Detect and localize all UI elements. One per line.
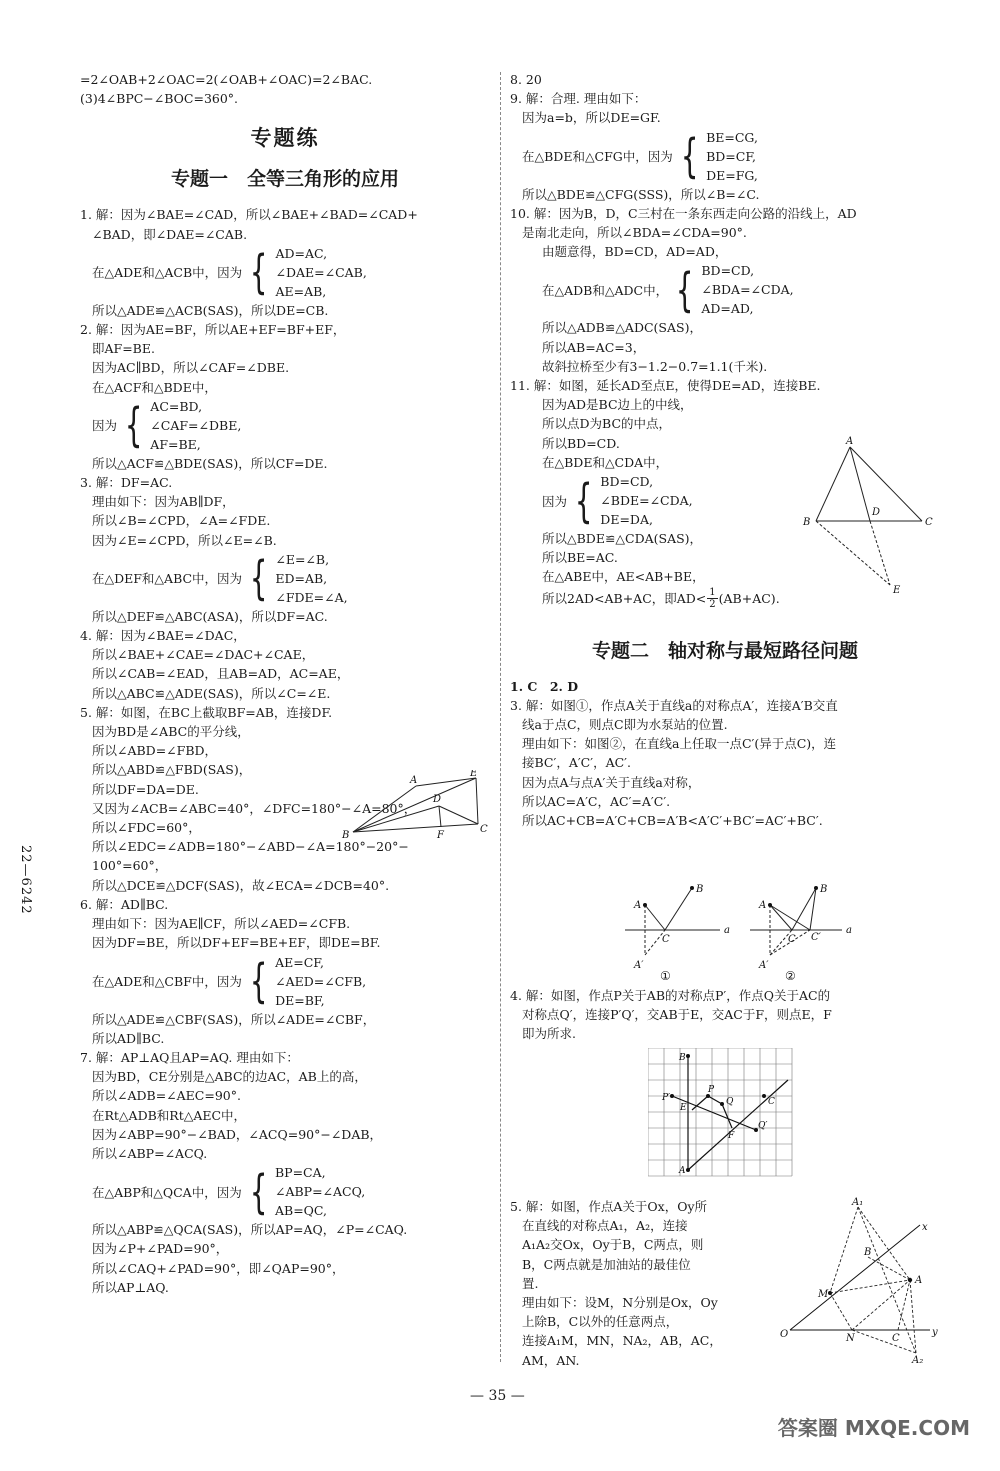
- label-A1: A₁: [852, 1197, 864, 1208]
- label-Q-prime: Q′: [758, 1121, 768, 1131]
- text-line: 所以△ADE≌△CBF(SAS)，所以∠ADE=∠CBF，: [92, 1011, 376, 1027]
- triangle-figure-p5: [338, 770, 488, 840]
- label-M: M: [818, 1289, 829, 1300]
- label-E: E: [680, 1103, 687, 1113]
- text-line: 在△ABP和△QCA中，因为: [92, 1184, 242, 1200]
- text-line: 所以点D为BC的中点，: [542, 416, 672, 432]
- condition: AE=AB,: [275, 283, 327, 299]
- text-line: 线a于点C，则点C即为水泵站的位置.: [522, 717, 728, 733]
- text-line: 在△ADB和△ADC中，: [542, 282, 669, 298]
- text-line: 所以AB=AC=3，: [542, 339, 646, 355]
- brace-system: [80, 550, 490, 607]
- text-line: 因为: [92, 418, 118, 434]
- text-line: AM，AN.: [522, 1352, 580, 1368]
- label-B: B: [864, 1247, 872, 1258]
- text-line: 10. 解：因为B，D，C三村在一条东西走向公路的沿线上，AD: [510, 205, 857, 221]
- condition: BD=CD,: [701, 263, 755, 279]
- problem-7: [80, 1048, 490, 1297]
- label-Q: Q: [726, 1097, 734, 1107]
- text-line: 3. 解：如图①，作点A关于直线a的对称点A′，连接A′B交直: [510, 697, 838, 713]
- label-F: F: [728, 1131, 735, 1141]
- left-column: [80, 70, 490, 1297]
- text-line: 所以△DEF≌△ABC(ASA)，所以DF=AC.: [92, 608, 328, 624]
- text-line: 1. 解：因为∠BAE=∠CAD，所以∠BAE+∠BAD=∠CAD+: [80, 207, 418, 223]
- label-a: a: [846, 925, 852, 936]
- label-F: F: [437, 830, 444, 840]
- text-line: 因为BD，CE分别是△ABC的边AC，AB上的高，: [92, 1069, 367, 1085]
- text-line: 所以△ABD≌△FBD(SAS)，: [92, 762, 252, 778]
- condition: ∠E=∠B,: [275, 551, 330, 567]
- brace-system: [510, 261, 940, 318]
- brace-system: [80, 397, 490, 454]
- label-P-prime: P′: [662, 1093, 671, 1103]
- label-C: C: [925, 517, 933, 528]
- figure-number-1: ①: [660, 969, 671, 980]
- problem-4: [80, 626, 490, 703]
- text-line: 理由如下：因为AB∥DF，: [92, 494, 235, 510]
- label-C: C: [480, 824, 488, 835]
- text-line: 3. 解：DF=AC.: [80, 475, 173, 491]
- text-line: 在△BDE和△CDA中，: [542, 454, 669, 470]
- text-line: 又因为∠ACB=∠ABC=40°，∠DFC=180°−∠A=80°，: [92, 800, 417, 816]
- problem-s2-5: [510, 1197, 780, 1370]
- condition: ∠FDE=∠A,: [275, 589, 348, 605]
- text-line: 对称点Q′，连接P′Q′，交AB于E，交AC于F，则点E，F: [522, 1007, 832, 1023]
- problem-3: [80, 473, 490, 626]
- text-line: 在△ABE中，AE<AB+BE，: [542, 569, 705, 585]
- label-a: a: [724, 925, 730, 936]
- grid-figure: [648, 1048, 798, 1178]
- section-heading-main: 专题练: [250, 126, 320, 151]
- text-line: 所以AC=A′C，AC′=A′C′.: [522, 793, 671, 809]
- section-heading-2: 专题二 轴对称与最短路径问题: [591, 639, 858, 662]
- problem-10: [510, 204, 940, 376]
- text-line: 9. 解：合理. 理由如下：: [510, 91, 647, 107]
- label-A: A: [410, 775, 418, 786]
- condition: ∠DAE=∠CAB,: [275, 264, 367, 280]
- condition: ∠BDE=∠CDA,: [600, 493, 693, 509]
- figure-number-2: ②: [785, 969, 796, 980]
- section-heading-1: 专题一 全等三角形的应用: [170, 168, 399, 191]
- brace-system: [80, 1163, 490, 1220]
- text-line: 在△DEF和△ABC中，因为: [92, 571, 243, 587]
- text-line: 即为所求.: [522, 1026, 576, 1042]
- text-line: 在Rt△ADB和Rt△AEC中，: [92, 1107, 247, 1123]
- text-line: 所以△BDE≌△CDA(SAS)，: [542, 531, 703, 547]
- text-line: 所以∠CAB=∠EAD，且AB=AD，AC=AE，: [92, 666, 350, 682]
- text-line: 在△ACF和△BDE中，: [92, 379, 217, 395]
- text-line: 因为: [542, 493, 568, 509]
- condition: BE=CG,: [706, 129, 758, 145]
- text-line: 因为∠ABP=90°−∠BAD，∠ACQ=90°−∠DAB，: [92, 1126, 383, 1142]
- text-line: 所以△BDE≌△CFG(SSS)，所以∠B=∠C.: [522, 186, 760, 202]
- text-line: 理由如下：如图②，在直线a上任取一点C′(异于点C)，连: [522, 736, 837, 752]
- condition: AF=BE,: [150, 436, 201, 452]
- text-line: 在△BDE和△CFG中，因为: [522, 149, 673, 165]
- brace-icon: {: [680, 129, 699, 184]
- text-line: 即AF=BE.: [92, 341, 155, 357]
- condition: AD=AD,: [701, 301, 754, 317]
- label-A: A: [679, 1166, 686, 1176]
- problem-s2-4: [510, 986, 940, 1044]
- problem-2: [80, 320, 490, 473]
- text-line: 6. 解：AD∥BC.: [80, 896, 169, 912]
- fraction-numerator: 1: [709, 586, 716, 598]
- text-line: 因为AD是BC边上的中线，: [542, 397, 693, 413]
- label-A: A: [915, 1275, 923, 1286]
- text-line: 所以∠FDC=60°，: [92, 820, 201, 836]
- text-line: 接BC′，A′C′，AC′.: [522, 755, 631, 771]
- label-C: C: [662, 934, 670, 945]
- label-D: D: [433, 794, 442, 805]
- label-B: B: [342, 830, 350, 840]
- brace-system: [510, 128, 940, 185]
- brace-icon: {: [249, 954, 268, 1008]
- text-line: 4. 解：因为∠BAE=∠DAC，: [80, 628, 246, 644]
- label-E: E: [470, 770, 478, 779]
- text-line: 所以∠ABP=∠ACQ.: [92, 1145, 208, 1161]
- condition: BD=CD,: [600, 474, 654, 490]
- text-line: 所以2AD<AB+AC，即AD<: [542, 590, 707, 606]
- column-divider: [500, 72, 501, 1362]
- text-line: 所以DF=DA=DE.: [92, 781, 199, 797]
- label-B: B: [820, 884, 828, 895]
- brace-icon: {: [124, 398, 143, 453]
- text-line: 7. 解：AP⊥AQ且AP=AQ. 理由如下：: [80, 1049, 299, 1065]
- text-line: 理由如下：因为AE∥CF，所以∠AED=∠CFB.: [92, 916, 351, 932]
- side-code: 22—6242: [18, 845, 33, 915]
- label-N: N: [846, 1333, 855, 1344]
- condition: AB=QC,: [274, 1203, 328, 1219]
- condition: DE=BF,: [275, 992, 325, 1008]
- label-C-prime: C′: [811, 932, 821, 943]
- text-line: 故斜拉桥至少有3−1.2−0.7=1.1(千米).: [542, 358, 768, 374]
- condition: ∠AED=∠CFB,: [275, 973, 367, 989]
- text-line: 置.: [522, 1275, 539, 1291]
- label-A2: A₂: [912, 1355, 924, 1365]
- text-line: (AB+AC).: [718, 590, 780, 606]
- label-P: P: [708, 1085, 715, 1095]
- brace-icon: {: [249, 551, 268, 606]
- condition: AE=CF,: [275, 954, 324, 970]
- label-y: y: [932, 1327, 938, 1338]
- text-line: 所以△ABC≌△ADE(SAS)，所以∠C=∠E.: [92, 685, 331, 701]
- label-A: A: [846, 436, 854, 447]
- text-line: 因为a=b，所以DE=GF.: [522, 110, 661, 126]
- watermark-logo: 答案圈 MXQE.COM: [777, 1416, 970, 1440]
- text-line: A₁A₂交Ox，Oy于B，C两点，则: [522, 1237, 704, 1253]
- text-line: 连接A₁M，MN，NA₂，AB，AC，: [522, 1333, 722, 1349]
- text-line: 2. 解：因为AE=BF，所以AE+EF=BF+EF，: [80, 322, 346, 338]
- fraction: [707, 587, 717, 610]
- text-line: 因为点A与点A′关于直线a对称，: [522, 774, 701, 790]
- problem-1: [80, 205, 490, 320]
- text-line: 8. 20: [510, 72, 542, 87]
- brace-system: [80, 244, 490, 301]
- condition: AD=AC,: [275, 245, 328, 261]
- condition: DE=FG,: [706, 167, 758, 183]
- label-A: A: [634, 900, 642, 911]
- label-C: C: [768, 1097, 775, 1107]
- problem-s2-3: [510, 696, 940, 830]
- text-line: 因为DF=BE，所以DF+EF=BE+EF，即DE=BF.: [92, 935, 381, 951]
- condition: ED=AB,: [275, 570, 328, 586]
- text-line: 所以BE=AC.: [542, 550, 618, 566]
- label-B: B: [696, 884, 704, 895]
- condition: ∠BDA=∠CDA,: [701, 282, 794, 298]
- label-x: x: [922, 1222, 928, 1233]
- problem-6: [80, 895, 490, 1048]
- label-B: B: [803, 517, 811, 528]
- text-line: 11. 解：如图，延长AD至点E，使得DE=AD，连接BE.: [510, 378, 821, 394]
- text-line: 所以∠ADB=∠AEC=90°.: [92, 1088, 241, 1104]
- text-line: 5. 解：如图，作点A关于Ox，Oy所: [510, 1199, 708, 1214]
- text-line: (3)4∠BPC−∠BOC=360°.: [80, 91, 239, 107]
- label-A-prime: A′: [759, 960, 769, 971]
- triangle-figure-p11: [798, 435, 938, 600]
- text-line: 因为∠E=∠CPD，所以∠E=∠B.: [92, 532, 277, 548]
- text-line: 5. 解：如图，在BC上截取BF=AB，连接DF.: [80, 704, 333, 720]
- text-line: 所以AC+CB=A′C+CB=A′B<A′C′+BC′=AC′+BC′.: [522, 813, 823, 829]
- condition: ∠CAF=∠DBE,: [150, 417, 242, 433]
- text-line: 上除B，C以外的任意两点，: [522, 1314, 679, 1330]
- brace-icon: {: [250, 245, 268, 300]
- text-line: B，C两点就是加油站的最佳位: [522, 1256, 691, 1272]
- text-line: 所以AP⊥AQ.: [92, 1279, 169, 1295]
- text-line: 100°=60°，: [92, 858, 168, 874]
- problem-9: [510, 89, 940, 204]
- text-line: 所以∠BAE+∠CAE=∠DAC+∠CAE，: [92, 647, 315, 663]
- text-line: =2∠OAB+2∠OAC=2(∠OAB+∠OAC)=2∠BAC.: [80, 72, 373, 87]
- text-line: 所以△ADE≌△ACB(SAS)，所以DE=CB.: [92, 302, 329, 318]
- text-line: 因为BD是∠ABC的平分线，: [92, 724, 250, 740]
- reflection-figures: [620, 880, 860, 980]
- text-line: 在△ADE和△ACB中，因为: [92, 265, 243, 281]
- label-A-prime: A′: [634, 960, 644, 971]
- label-A: A: [759, 900, 767, 911]
- text-line: 所以∠CAQ+∠PAD=90°，即∠QAP=90°，: [92, 1260, 345, 1276]
- text-line: 所以BD=CD.: [542, 435, 620, 451]
- page-number: — 35 —: [470, 1388, 525, 1404]
- text-line: ∠BAD，即∠DAE=∠CAB.: [92, 226, 248, 242]
- text-line: 所以△ADB≌△ADC(SAS)，: [542, 320, 702, 336]
- text-line: 因为AC∥BD，所以∠CAF=∠DBE.: [92, 360, 290, 376]
- brace-system: [80, 953, 490, 1010]
- text-line: 所以△ABP≌△QCA(SAS)，所以AP=AQ，∠P=∠CAQ.: [92, 1222, 408, 1238]
- label-E: E: [893, 585, 901, 596]
- condition: AC=BD,: [150, 398, 203, 414]
- text-line: 所以△DCE≌△DCF(SAS)，故∠ECA=∠DCB=40°.: [92, 877, 390, 893]
- condition: ∠ABP=∠ACQ,: [274, 1184, 366, 1200]
- brace-icon: {: [249, 1164, 268, 1219]
- condition: DE=DA,: [600, 512, 653, 528]
- text-line: 是南北走向，所以∠BDA=∠CDA=90°.: [522, 225, 747, 241]
- condition: BD=CF,: [706, 148, 757, 164]
- text-line: 在△ADE和△CBF中，因为: [92, 974, 242, 989]
- label-C: C: [788, 934, 796, 945]
- text-line: 4. 解：如图，作点P关于AB的对称点P′，作点Q关于AC的: [510, 988, 831, 1003]
- text-line: 所以∠EDC=∠ADB=180°−∠ABD−∠A=180°−20°−: [92, 839, 409, 855]
- label-B: B: [679, 1053, 686, 1063]
- text-line: 在直线的对称点A₁，A₂，连接: [522, 1218, 688, 1234]
- text-line: 理由如下：设M，N分别是Ox，Oy: [522, 1295, 718, 1311]
- label-D: D: [872, 507, 881, 518]
- label-C: C: [892, 1333, 900, 1344]
- brace-icon: {: [574, 473, 593, 528]
- text-line: 所以△ACF≌△BDE(SAS)，所以CF=DE.: [92, 455, 328, 471]
- text-line: 因为∠P+∠PAD=90°，: [92, 1241, 229, 1257]
- angle-reflection-figure: [780, 1195, 945, 1365]
- text-line: 1. C 2. D: [510, 678, 579, 694]
- fraction-denominator: 2: [709, 598, 716, 610]
- text-line: 由题意得，BD=CD，AD=AD，: [542, 244, 728, 260]
- condition: BP=CA,: [274, 1165, 326, 1181]
- label-O: O: [780, 1329, 789, 1340]
- brace-icon: {: [675, 262, 694, 317]
- text-line: 所以∠B=∠CPD，∠A=∠FDE.: [92, 513, 271, 529]
- text-line: 所以∠ABD=∠FBD，: [92, 743, 218, 759]
- text-line: 所以AD∥BC.: [92, 1030, 165, 1046]
